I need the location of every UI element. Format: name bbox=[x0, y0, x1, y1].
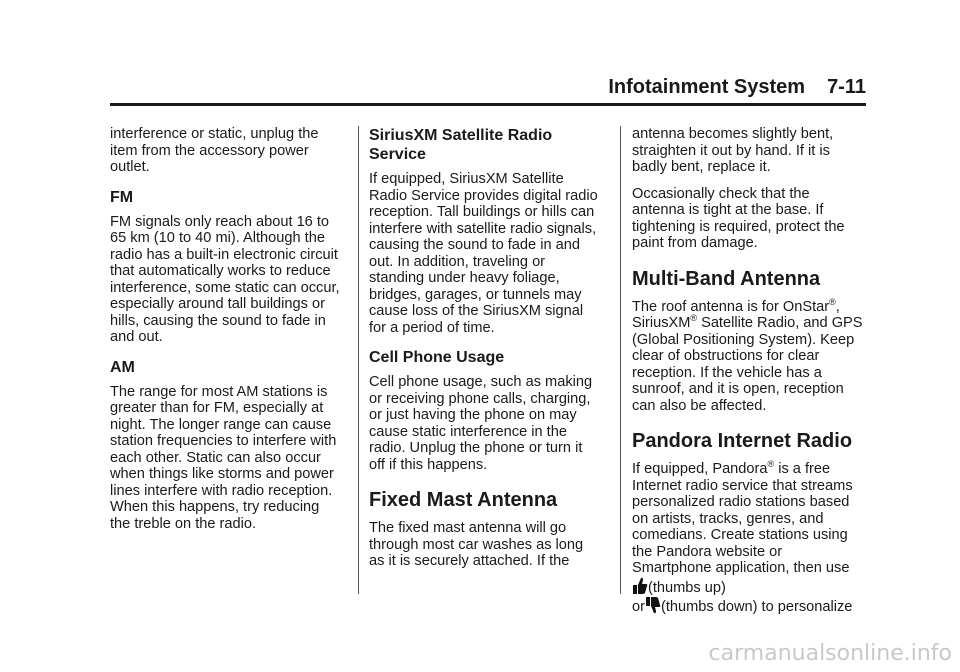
heading-multi-band: Multi-Band Antenna bbox=[632, 267, 821, 290]
heading-pandora: Pandora Internet Radio bbox=[632, 430, 853, 452]
heading-am: AM bbox=[110, 358, 135, 376]
column-1 bbox=[110, 126, 342, 542]
thumbs-up-icon bbox=[632, 577, 648, 595]
paragraph-multi-band bbox=[632, 296, 864, 415]
paragraph-cell-phone: Cell phone usage, such as making or receiving phone calls, charging, or just having the phone on may cause static interference in the radio. Unplug the phone or turn it off if this happens. bbox=[369, 374, 593, 473]
section-title: Infotainment System bbox=[608, 76, 806, 98]
heading-fixed-mast: Fixed Mast Antenna bbox=[369, 489, 558, 511]
text-run: is a free Internet radio service that streams personalized radio stations based on artists, tracks, genres, and comedians. Create stations using the Pandora website or Smartphone application, then use bbox=[632, 461, 853, 576]
paragraph-antenna-check: Occasionally check that the antenna is tight at the base. If tightening is required, protect the paint from damage. bbox=[632, 185, 845, 251]
text-run: (thumbs down) to personalize bbox=[660, 599, 853, 615]
column-3 bbox=[632, 126, 864, 626]
column-2 bbox=[369, 126, 601, 580]
heading-fm: FM bbox=[110, 188, 134, 206]
text-run: or bbox=[632, 599, 645, 615]
registered-mark: ® bbox=[690, 313, 698, 323]
paragraph-pandora bbox=[632, 461, 864, 616]
heading-cell-phone: Cell Phone Usage bbox=[369, 349, 505, 366]
paragraph-fm: FM signals only reach about 16 to 65 km (10 to 40 mi). Although the radio has a built-in electronic circuit that automatically works to reduce interference, some static can occur, especially around tall buildings or hills, causing the sound to fade in and out. bbox=[110, 213, 340, 345]
text-run: The roof antenna is for OnStar bbox=[632, 298, 830, 315]
watermark: carmanualsonline.info bbox=[708, 641, 952, 666]
paragraph-am: The range for most AM stations is greater than for FM, especially at night. The longer range can cause station frequencies to interfere with each other. Static can also occur when things like storms and power lines interfere with radio reception. When this happens, try reducing the treble on the radio. bbox=[110, 383, 337, 532]
header-rule bbox=[110, 103, 866, 106]
registered-mark: ® bbox=[829, 296, 836, 307]
column-divider-2 bbox=[620, 126, 621, 594]
column-divider-1 bbox=[358, 126, 359, 594]
text-run: If equipped, Pandora bbox=[632, 461, 768, 477]
paragraph-antenna-bent: antenna becomes slightly bent, straighten it out by hand. If it is badly bent, replace it. bbox=[632, 126, 834, 175]
paragraph-siriusxm: If equipped, SiriusXM Satellite Radio Service provides digital radio reception. Tall buildings or hills can interfere with satellite radio signals, causing the sound to fade in and out. In addition, traveling or standing under heavy foliage, bridges, garages, or tunnels may cause loss of the SiriusXM signal for a period of time. bbox=[369, 171, 598, 336]
text-run: Satellite Radio, and GPS (Global Positioning System). Keep clear of obstructions for clear reception. If the vehicle has a sunroof, and it is open, reception can also be affected. bbox=[632, 315, 863, 414]
heading-siriusxm: SiriusXM Satellite Radio Service bbox=[369, 127, 553, 163]
paragraph-fixed-mast: The fixed mast antenna will go through most car washes as long as it is securely attached. If the bbox=[369, 520, 584, 569]
page-number: 7-11 bbox=[827, 76, 866, 98]
text-run: , SiriusXM bbox=[632, 298, 840, 331]
thumbs-down-icon bbox=[645, 596, 661, 614]
page-header bbox=[0, 76, 866, 99]
paragraph-interference: interference or static, unplug the item from the accessory power outlet. bbox=[110, 126, 319, 175]
registered-mark: ® bbox=[767, 459, 775, 469]
text-run: (thumbs up) bbox=[648, 579, 726, 596]
